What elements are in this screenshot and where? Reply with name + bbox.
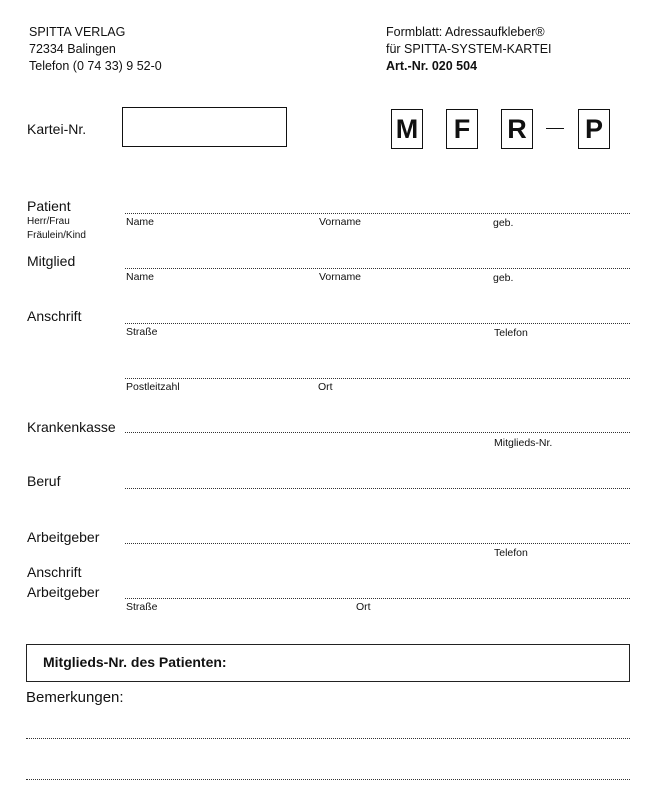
bemerkungen-label: Bemerkungen: (26, 689, 124, 706)
publisher-phone: Telefon (0 74 33) 9 52-0 (29, 59, 162, 73)
krankenkasse-label: Krankenkasse (27, 419, 116, 435)
kartei-nr-label: Kartei-Nr. (27, 121, 87, 137)
anschrift-arbeitgeber-input[interactable] (125, 584, 630, 598)
patient-name-caption: Name (126, 216, 155, 228)
anschrift-arbeitgeber-strasse-caption: Straße (126, 601, 158, 613)
bemerkungen-dotted-line-1 (26, 738, 630, 739)
mitglied-vorname-caption: Vorname (319, 271, 362, 283)
bemerkungen-input-line-2[interactable] (26, 765, 630, 779)
anschrift-label: Anschrift (27, 308, 82, 324)
anschrift-strasse-caption: Straße (126, 326, 158, 338)
form-title: Formblatt: Adressaufkleber® (386, 25, 545, 39)
krankenkasse-mitglieds-nr-caption: Mitglieds-Nr. (494, 437, 553, 449)
article-number: Art.-Nr. 020 504 (386, 59, 478, 73)
patient-label: Patient (27, 198, 71, 214)
category-box-r[interactable]: R (501, 109, 533, 149)
anschrift-ort-caption: Ort (318, 381, 333, 393)
anschrift-arbeitgeber-label-line2: Arbeitgeber (27, 584, 100, 600)
beruf-dotted-line (125, 488, 630, 489)
arbeitgeber-input[interactable] (125, 529, 630, 543)
category-box-m[interactable]: M (391, 109, 423, 149)
mitglied-input[interactable] (125, 254, 630, 268)
arbeitgeber-dotted-line (125, 543, 630, 544)
mitglieds-nr-patient-box[interactable] (26, 644, 630, 682)
publisher-name: SPITTA VERLAG (29, 25, 126, 39)
anschrift-strasse-dotted-line (125, 323, 630, 324)
kartei-nr-field[interactable] (122, 107, 287, 147)
beruf-label: Beruf (27, 473, 61, 489)
form-subtitle: für SPITTA-SYSTEM-KARTEI (386, 42, 552, 56)
patient-sublabel-herr-frau: Herr/Frau (27, 216, 70, 227)
arbeitgeber-label: Arbeitgeber (27, 529, 100, 545)
arbeitgeber-telefon-caption: Telefon (494, 547, 528, 559)
mitglied-name-caption: Name (126, 271, 155, 283)
patient-geb-caption: geb. (493, 217, 514, 229)
patient-input[interactable] (125, 199, 630, 213)
mitglied-label: Mitglied (27, 253, 76, 269)
krankenkasse-dotted-line (125, 432, 630, 433)
anschrift-arbeitgeber-ort-caption: Ort (356, 601, 371, 613)
anschrift-plz-caption: Postleitzahl (126, 381, 180, 393)
patient-vorname-caption: Vorname (319, 216, 362, 228)
category-box-f[interactable]: F (446, 109, 478, 149)
bemerkungen-dotted-line-2 (26, 779, 630, 780)
krankenkasse-input[interactable] (125, 419, 630, 433)
patient-dotted-line (125, 213, 630, 214)
beruf-input[interactable] (125, 474, 630, 488)
mitglieds-nr-patient-label: Mitglieds-Nr. des Patienten: (43, 654, 227, 670)
category-box-p[interactable]: P (578, 109, 610, 149)
publisher-city: 72334 Balingen (29, 42, 116, 56)
mitglied-dotted-line (125, 268, 630, 269)
patient-sublabel-fraeulein-kind: Fräulein/Kind (27, 230, 86, 241)
anschrift-arbeitgeber-dotted-line (125, 598, 630, 599)
mitglied-geb-caption: geb. (493, 272, 514, 284)
anschrift-ort-input[interactable] (125, 364, 630, 378)
anschrift-telefon-caption: Telefon (494, 327, 528, 339)
anschrift-arbeitgeber-label-line1: Anschrift (27, 564, 82, 580)
dash-separator (546, 128, 564, 129)
anschrift-strasse-input[interactable] (125, 309, 630, 323)
bemerkungen-input-line-1[interactable] (26, 724, 630, 738)
anschrift-ort-dotted-line (125, 378, 630, 379)
